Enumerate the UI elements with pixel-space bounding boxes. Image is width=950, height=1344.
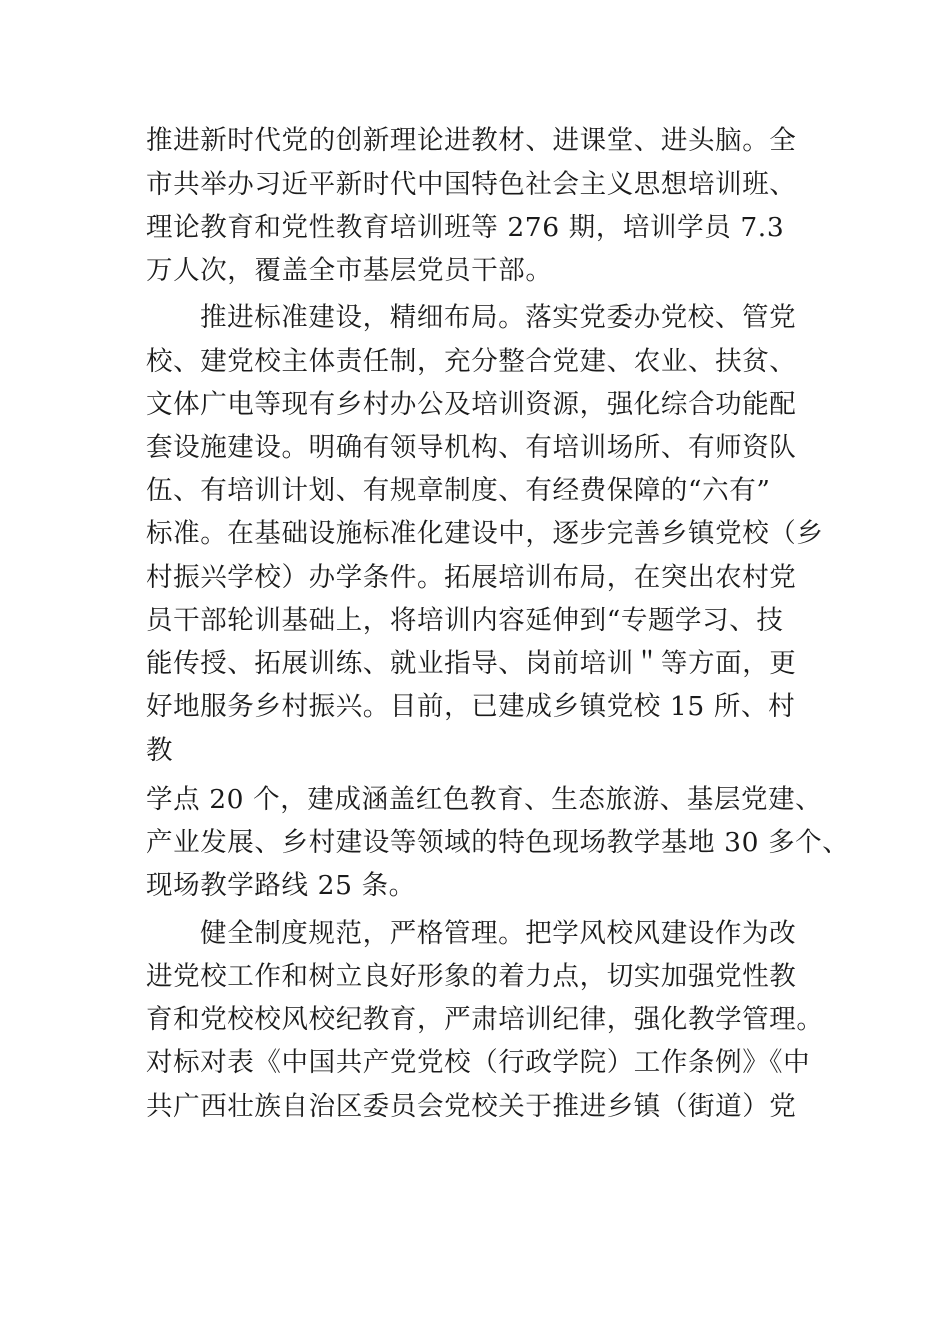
text-line: 伍、有培训计划、有规章制度、有经费保障的“六有” (146, 475, 771, 506)
text-line: 学点 20 个，建成涵盖红色教育、生态旅游、基层党建、 (146, 784, 823, 815)
text-line: 标准。在基础设施标准化建设中，逐步完善乡镇党校（乡 (146, 518, 824, 549)
text-line: 现场教学路线 25 条。 (146, 870, 416, 901)
text-line: 进党校工作和树立良好形象的着力点，切实加强党性教 (146, 961, 797, 992)
text-line: 理论教育和党性教育培训班等 276 期，培训学员 7.3 (146, 212, 785, 243)
text-line: 校、建党校主体责任制，充分整合党建、农业、扶贫、 (146, 346, 797, 377)
text-line: 育和党校校风校纪教育，严肃培训纪律，强化教学管理。 (146, 1004, 824, 1035)
text-line: 员干部轮训基础上，将培训内容延伸到“专题学习、技 (146, 605, 784, 636)
text-line: 教 (146, 735, 174, 766)
text-line: 文体广电等现有乡村办公及培训资源，强化综合功能配 (146, 389, 797, 420)
text-line: 对标对表《中国共产党党校（行政学院）工作条例》《中 (146, 1047, 811, 1078)
text-line: 套设施建设。明确有领导机构、有培训场所、有师资队 (146, 432, 797, 463)
text-line: 市共举办习近平新时代中国特色社会主义思想培训班、 (146, 169, 797, 200)
text-line: 村振兴学校）办学条件。拓展培训布局，在突出农村党 (146, 562, 797, 593)
text-line: 产业发展、乡村建设等领域的特色现场教学基地 30 多个、 (146, 827, 850, 858)
paragraph-first-line: 健全制度规范，严格管理。把学风校风建设作为改 (200, 918, 797, 949)
text-line: 推进新时代党的创新理论进教材、进课堂、进头脑。全 (146, 125, 797, 156)
text-line: 万人次，覆盖全市基层党员干部。 (146, 255, 553, 286)
text-line: 好地服务乡村振兴。目前，已建成乡镇党校 15 所、村 (146, 691, 796, 722)
paragraph-first-line: 推进标准建设，精细布局。落实党委办党校、管党 (200, 302, 797, 333)
text-line: 共广西壮族自治区委员会党校关于推进乡镇（街道）党 (146, 1091, 797, 1122)
text-line: 能传授、拓展训练、就业指导、岗前培训＂等方面，更 (146, 648, 797, 679)
